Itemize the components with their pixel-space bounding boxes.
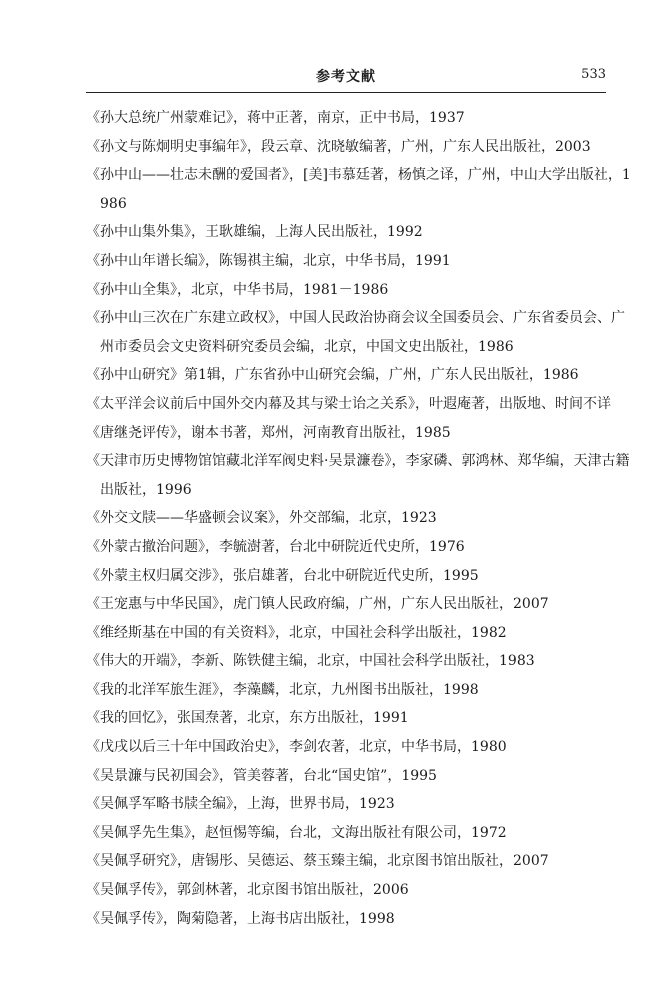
reference-entry: 《吴佩孚传》，陶菊隐著，上海书店出版社，1998 [86,910,395,927]
page-number: 533 [581,67,606,82]
reference-entry: 《吴佩孚先生集》，赵恒惕等编，台北，文海出版社有限公司，1972 [86,824,507,841]
reference-entry: 《外蒙主权归属交涉》，张启雄著，台北中研院近代史所，1995 [86,567,479,584]
reference-entry: 《吴佩孚研究》，唐锡彤、吴德运、蔡玉臻主编，北京图书馆出版社，2007 [86,853,549,870]
reference-entry: 《我的回忆》，张国焘著，北京，东方出版社，1991 [86,710,409,727]
reference-entry: 《外蒙古撤治问题》，李毓澍著，台北中研院近代史所，1976 [86,538,465,555]
reference-entry: 《太平洋会议前后中国外交内幕及其与梁士诒之关系》，叶遐庵著，出版地、时间不详 [86,395,611,412]
reference-entry: 《孙文与陈炯明史事编年》，段云章、沈晓敏编著，广州，广东人民出版社，2003 [86,138,591,155]
reference-entry: 《孙中山全集》，北京，中华书局，1981－1986 [86,281,389,298]
reference-entry: 《唐继尧评传》，谢本书著，郑州，河南教育出版社，1985 [86,424,451,441]
reference-entry: 《外交文牍——华盛顿会议案》，外交部编，北京，1923 [86,510,437,527]
reference-entry: 《孙中山——壮志未酬的爱国者》，[美]韦慕廷著，杨慎之译，广州，中山大学出版社，1986 [86,167,631,212]
reference-entry: 《孙大总统广州蒙难记》，蒋中正著，南京，正中书局，1937 [86,110,465,126]
running-title: 参考文献 [316,69,376,85]
reference-entry: 《孙中山年谱长编》，陈锡祺主编，北京，中华书局，1991 [86,252,451,269]
reference-entry: 《我的北洋军旅生涯》，李藻麟，北京，九州图书出版社，1998 [86,681,479,698]
header-rule [86,92,606,93]
reference-list [86,104,634,933]
page-header [86,66,606,90]
reference-entry: 《王宠惠与中华民国》，虎门镇人民政府编，广州，广东人民出版社，2007 [86,596,549,613]
reference-entry: 《孙中山三次在广东建立政权》，中国人民政治协商会议全国委员会、广东省委员会、广州市委员会文史资料研究委员会编，北京，中国文史出版社，1986 [86,310,625,355]
reference-entry: 《伟大的开端》，李新、陈铁健主编，北京，中国社会科学出版社，1983 [86,653,535,670]
reference-entry: 《维经斯基在中国的有关资料》，北京，中国社会科学出版社，1982 [86,624,507,641]
reference-entry: 《孙中山研究》第1辑，广东省孙中山研究会编，广州，广东人民出版社，1986 [86,367,579,384]
reference-entry: 《戊戌以后三十年中国政治史》，李剑农著，北京，中华书局，1980 [86,739,507,756]
reference-entry: 《吴佩孚军略书牍全编》，上海，世界书局，1923 [86,796,395,813]
reference-entry: 《天津市历史博物馆馆藏北洋军阀史料·吴景濂卷》，李家磷、郭鸿林、郑华编，天津古籍出版社，1996 [86,453,630,498]
reference-entry: 《吴佩孚传》，郭剑林著，北京图书馆出版社，2006 [86,882,409,899]
reference-entry: 《吴景濂与民初国会》，管美蓉著，台北“国史馆”，1995 [86,767,437,784]
reference-entry: 《孙中山集外集》，王耿雄编，上海人民出版社，1992 [86,224,423,241]
